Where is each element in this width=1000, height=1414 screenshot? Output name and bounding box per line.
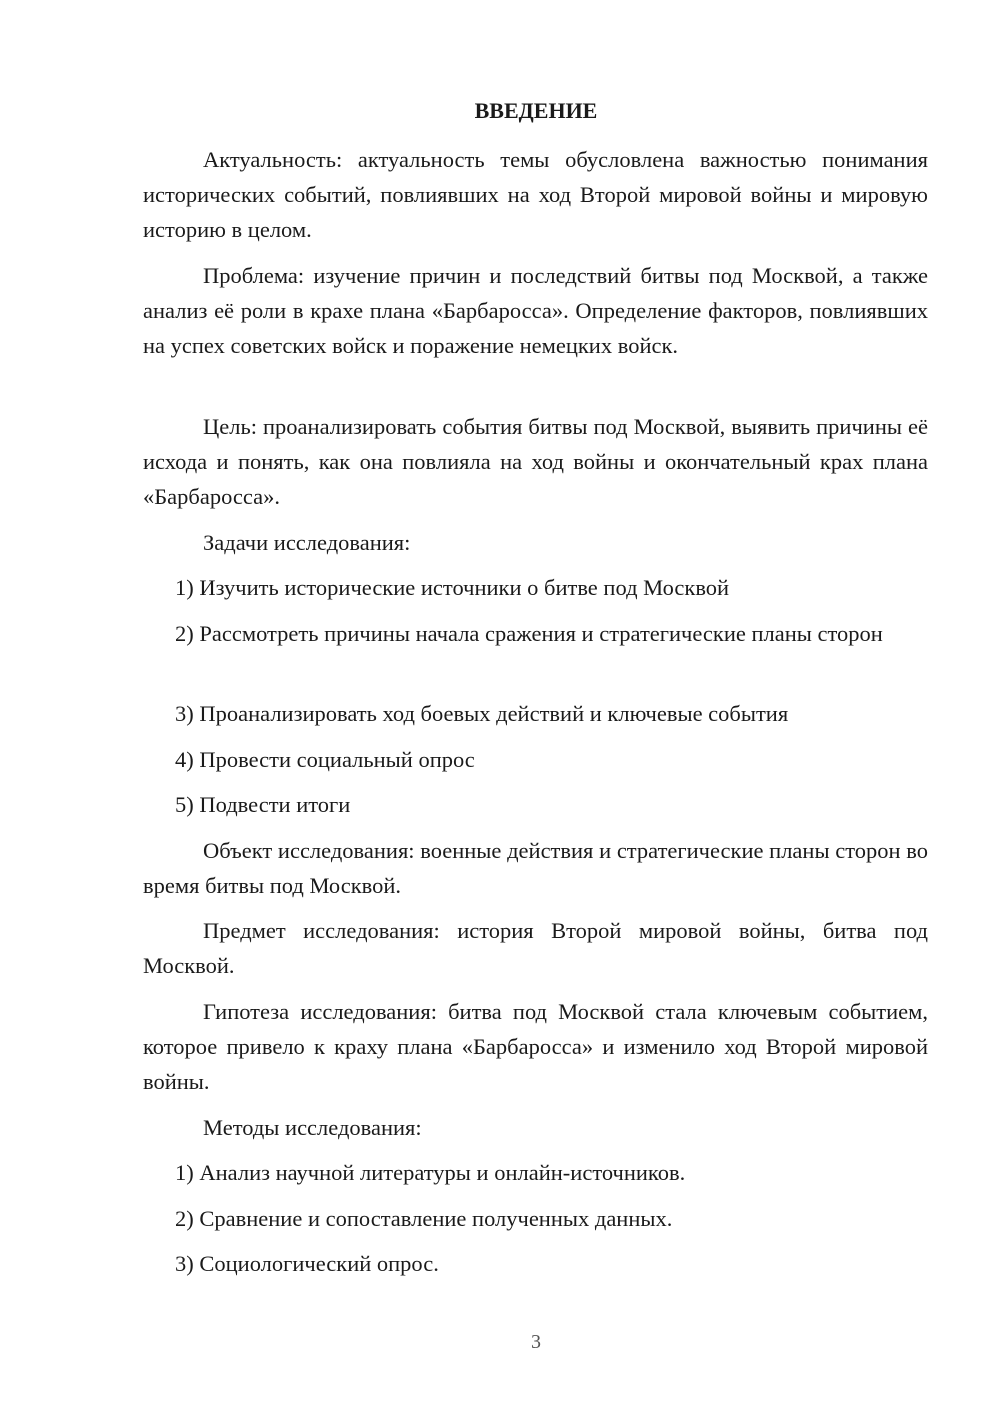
paragraph-subject: Предмет исследования: история Второй мировой войны, битва под Москвой. <box>143 918 928 978</box>
paragraph-object: Объект исследования: военные действия и стратегические планы сторон во время битвы под Москвой. <box>143 838 928 898</box>
task-item-1: 1) Изучить исторические источники о битве под Москвой <box>175 575 730 600</box>
task-item-4: 4) Провести социальный опрос <box>175 747 475 772</box>
task-item-5: 5) Подвести итоги <box>175 792 351 817</box>
paragraph-hypothesis: Гипотеза исследования: битва под Москвой стала ключевым событием, которое привело к краху плана «Барбаросса» и изменило ход Второй мировой войны. <box>143 999 928 1094</box>
page-title: ВВЕДЕНИЕ <box>474 98 598 123</box>
page-number: 3 <box>531 1331 541 1353</box>
paragraph-goal: Цель: проанализировать события битвы под Москвой, выявить причины её исхода и понять, как она повлияла на ход войны и окончательный крах плана «Барбаросса». <box>143 414 928 509</box>
task-item-2: 2) Рассмотреть причины начала сражения и стратегические планы сторон <box>175 621 883 646</box>
methods-heading: Методы исследования: <box>203 1115 422 1140</box>
tasks-heading: Задачи исследования: <box>203 530 411 555</box>
method-item-1: 1) Анализ научной литературы и онлайн-источников. <box>175 1160 686 1185</box>
paragraph-problem: Проблема: изучение причин и последствий битвы под Москвой, а также анализ её роли в крахе плана «Барбаросса». Определение факторов, повлиявших на успех советских войск и поражение немецких войск. <box>143 263 928 358</box>
method-item-3: 3) Социологический опрос. <box>175 1251 439 1276</box>
task-item-3: 3) Проанализировать ход боевых действий и ключевые события <box>175 701 789 726</box>
paragraph-relevance: Актуальность: актуальность темы обусловлена важностью понимания исторических событий, повлиявших на ход Второй мировой войны и мировую историю в целом. <box>143 147 928 242</box>
method-item-2: 2) Сравнение и сопоставление полученных данных. <box>175 1206 673 1231</box>
